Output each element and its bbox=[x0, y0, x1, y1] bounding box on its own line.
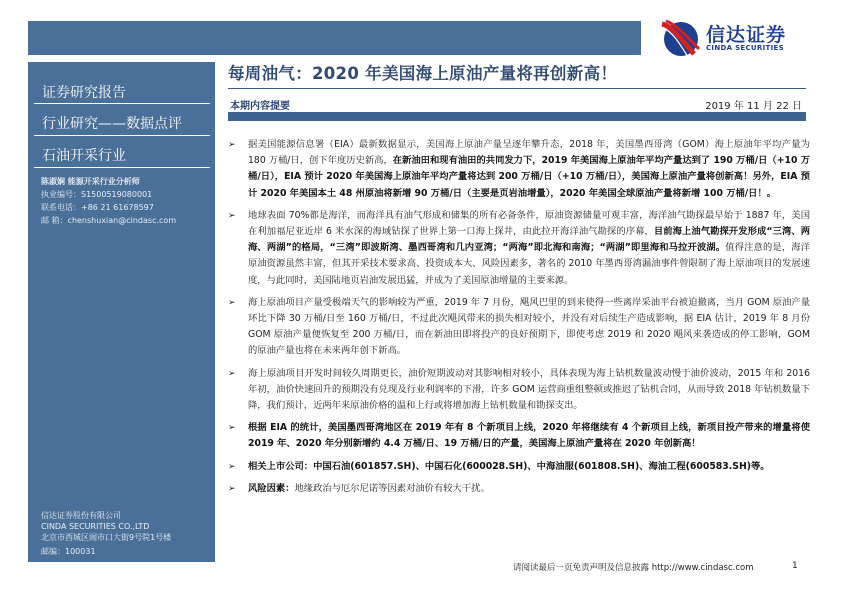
bullet-item: ➢ 相关上市公司：中国石油(601857.SH)、中国石化(600028.SH)、中海油服(601808.SH)、海油工程(600583.SH)等。 bbox=[225, 459, 810, 475]
summary-content bbox=[225, 137, 810, 503]
company-name-cn: 信达证券股份有限公司 bbox=[41, 511, 121, 520]
bullet-item: ➢ 海上原油项目开发时间较久周期更长，油价短期波动对其影响相对较小，具体表现为海上钻机数量波动慢于油价波动，2015 年和 2016 年初，油价快速回升的预期没有兑现及行业利润率的下滑，许多 GOM 运营商重组整顿或推迟了钻机合同，从而导致 2018 年钻机数量下降，我们预计，近两年来原油价格的温和上行或将增加海上钻机数量和勘探支出。 bbox=[228, 367, 810, 412]
company-address: 北京市西城区闹市口大街9号院1号楼 bbox=[41, 533, 172, 542]
sidebar-report-category: 行业研究——数据点评 bbox=[42, 116, 182, 132]
company-postcode: 邮编：100031 bbox=[41, 547, 96, 556]
analyst-email[interactable]: 邮 箱：chenshuxian@cindasc.com bbox=[41, 216, 177, 225]
arrow-bullet-icon: ➢ bbox=[228, 461, 236, 472]
arrow-bullet-icon: ➢ bbox=[228, 483, 236, 494]
bullet-item: ➢ 根据 EIA 的统计，美国墨西哥湾地区在 2019 年有 8 个新项目上线，2020 年将继续有 4 个新项目上线，新项目投产带来的增量将使 2019 年、2020 年分别新增约 4.4 万桶/日、19 万桶/日的产量，美国海上原油产量将在 2020 年创新高！ bbox=[228, 422, 810, 450]
sidebar-report-type: 证券研究报告 bbox=[42, 85, 126, 101]
arrow-bullet-icon: ➢ bbox=[228, 423, 236, 434]
sidebar-industry: 石油开采行业 bbox=[42, 148, 126, 164]
analyst-license: 执业编号：S1500519080001 bbox=[41, 190, 153, 199]
sidebar-divider bbox=[34, 135, 210, 136]
report-title: 每周油气：2020 年美国海上原油产量将再创新高！ bbox=[228, 64, 618, 83]
arrow-bullet-icon: ➢ bbox=[228, 140, 236, 150]
arrow-bullet-icon: ➢ bbox=[228, 368, 236, 379]
bullet-item: ➢ 据美国能源信息署（EIA）最新数据显示，美国海上原油产量呈逐年攀升态，2018 年，美国墨西哥湾（GOM）海上原油年平均产量为 180 万桶/日，创下年度历史新高，在新油田和现有油田的共同发力下，2019 年美国海上原油年平均产量达到了 190 万桶/日（+10 万桶/日），EIA 预计 2020 年美国海上原油年平均产量将达到 200 万桶/日（+10 万桶/日），美国海上原油产量将创新高！另外，EIA 预计 2020 年美国本土 48 州原油将新增 90 万桶/日（主要是页岩油增量），2020 年美国全球原油产量将新增 100 万桶/日！。 bbox=[228, 139, 810, 199]
cinda-logo bbox=[660, 18, 810, 58]
analyst-name: 陈淑娴 能源开采行业分析师 bbox=[41, 177, 140, 186]
report-date: 2019 年 11 月 22 日 bbox=[705, 101, 802, 112]
arrow-bullet-icon: ➢ bbox=[228, 297, 236, 308]
globe-logo-icon bbox=[660, 18, 700, 58]
header-bar bbox=[28, 21, 641, 55]
summary-label: 本期内容提要 bbox=[230, 101, 290, 112]
analyst-info bbox=[41, 175, 176, 227]
analyst-phone: 联系电话：+86 21 61678597 bbox=[41, 203, 154, 212]
footer-disclaimer[interactable]: 请阅读最后一页免责声明及信息披露 http://www.cindasc.com bbox=[513, 563, 754, 573]
summary-band bbox=[228, 112, 806, 121]
sidebar bbox=[28, 62, 215, 562]
bullet-item: ➢ 风险因素：地缘政治与厄尔尼诺等因素对油价有较大干扰。 bbox=[225, 481, 810, 497]
arrow-bullet-icon: ➢ bbox=[228, 210, 236, 221]
logo-text-cn: 信达证券 bbox=[706, 24, 787, 46]
bullet-item: ➢ 海上原油项目产量受极端天气的影响较为严重，2019 年 7 月份，飓风巴里的到来使得一些离岸采油平台被迫撤离，当月 GOM 原油产量环比下降 30 万桶/日至 160 万桶/日，不过此次飓风带来的损失相对较小，并没有对后续生产造成影响，据 EIA 估计，2019 年 8 月份 GOM 原油产量便恢复至 200 万桶/日，而在新油田即将投产的良好预期下，即使考虑 2019 和 2020 飓风来袭造成的停工影响，GOM 的原油产量也将在未来两年创下新高。 bbox=[228, 296, 810, 357]
company-name-en: CINDA SECURITIES CO.,LTD bbox=[41, 522, 150, 531]
logo-text-en: CINDA SECURITIES bbox=[706, 44, 784, 52]
bullet-item: ➢ 地球表面 70%都是海洋，而海洋具有油气形成和储集的所有必备条件，原油资源储量可观丰富，海洋油气勘探最早始于 1887 年，美国在利加福尼亚近岸 6 米水深的海域钻探了世界上第一口海上探井，由此拉开海洋油气勘探的序幕，目前海上油气勘探开发形成“三湾、两海、两湖”的格局，“三湾”即波斯湾、墨西哥湾和几内亚湾；“两海”即北海和南海；“两湖”即里海和马拉开波湖。值得注意的是，海洋原油资源虽然丰富，但其开采技术要求高、投资成本大、风险因素多，著名的 2010 年墨西哥湾漏油事件曾限制了海上原油项目的发展速度，与此同时，美国陆地页岩油发展迅猛，并成为了美国原油增量的主要来源。 bbox=[228, 209, 810, 286]
sidebar-divider bbox=[34, 103, 210, 104]
company-info bbox=[41, 510, 171, 557]
title-divider bbox=[228, 88, 806, 89]
page-number: 1 bbox=[792, 561, 798, 571]
sidebar-divider bbox=[34, 167, 210, 168]
